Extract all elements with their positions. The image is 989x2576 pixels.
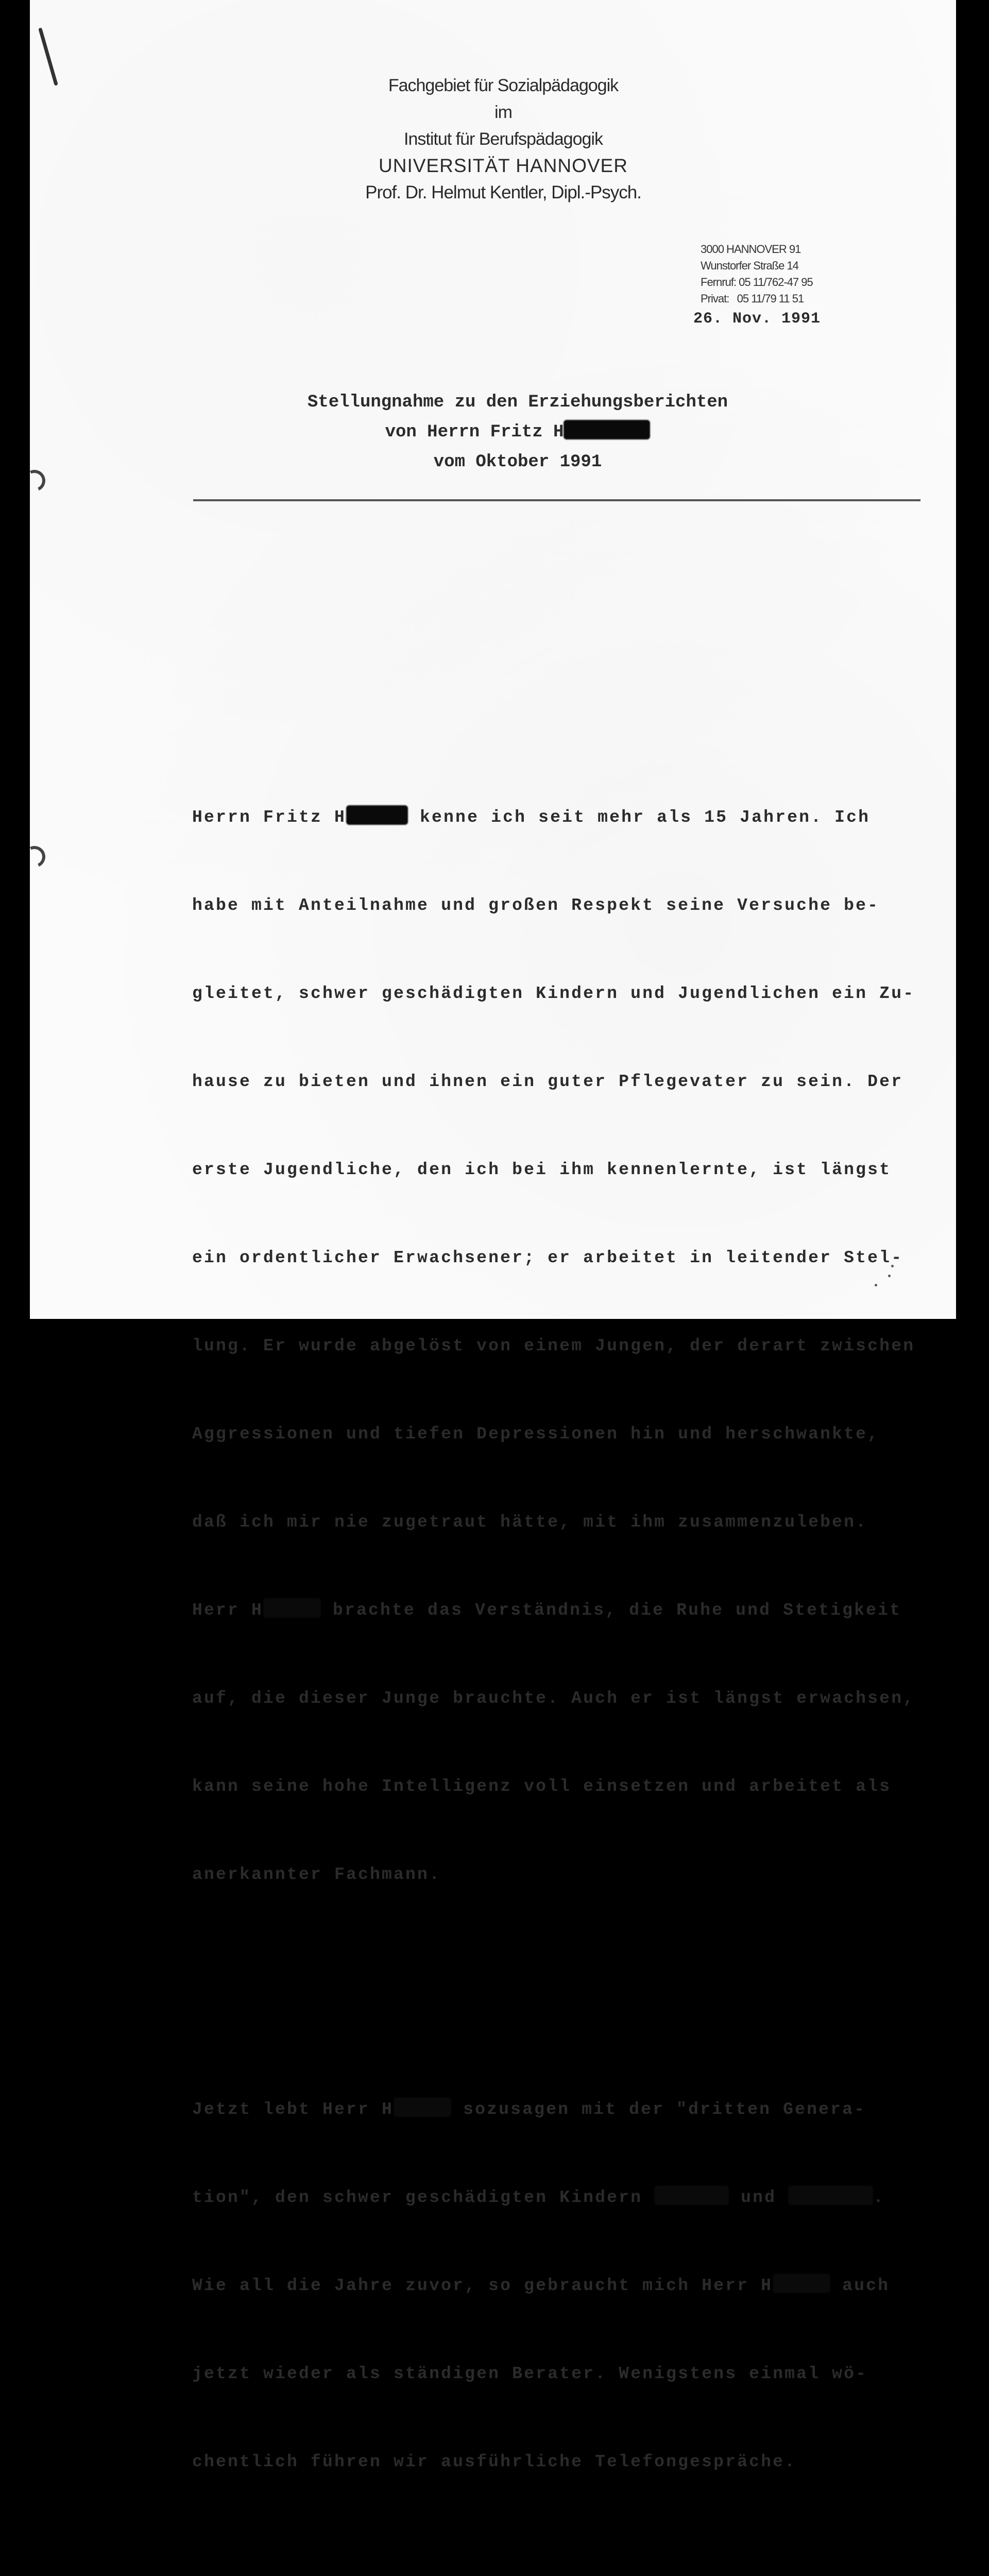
text-line: lung. Er wurde abgelöst von einem Jungen, der derart zwischen (192, 1336, 915, 1355)
letterhead-im: im (494, 103, 512, 122)
document-page (30, 0, 956, 2471)
title-name-prefix: von Herrn Fritz H (385, 422, 564, 442)
institute-name: Institut für Berufspädagogik (404, 129, 603, 149)
address-private-phone: Privat: 05 11/79 11 51 (701, 292, 804, 305)
address-phone: Fernruf: 05 11/762-47 95 (701, 276, 813, 289)
title-line-1: Stellungnahme zu den Erziehungsberichten (307, 393, 728, 412)
text-line: Herrn Fritz H kenne ich seit mehr als 15 Jahren. Ich (192, 803, 915, 832)
text-line: hause zu bieten und ihnen ein guter Pflegevater zu sein. Der (192, 1072, 903, 1091)
text-line: jetzt wieder als ständigen Berater. Wenigstens einmal wö- (192, 2364, 868, 2383)
text-line: Aggressionen und tiefen Depressionen hin und herschwankte, (192, 1425, 880, 1444)
letter-date: 26. Nov. 1991 (693, 310, 821, 328)
text-line: erste Jugendliche, den ich bei ihm kennenlernte, ist längst (192, 1160, 892, 1179)
author-name: Prof. Dr. Helmut Kentler, Dipl.-Psych. (365, 182, 641, 202)
redaction-bar (564, 420, 650, 439)
text-line: daß ich mir nie zugetraut hätte, mit ihm zusammenzuleben. (192, 1513, 868, 1532)
text-line: habe mit Anteilnahme und großen Respekt seine Versuche be- (192, 896, 880, 915)
horizontal-rule (193, 499, 920, 501)
text-line: anerkannter Fachmann. (192, 1865, 441, 1884)
address-city: 3000 HANNOVER 91 (701, 243, 801, 256)
text-line: tion", den schwer geschädigten Kindern und . (192, 2183, 915, 2212)
letter-body (192, 685, 915, 2576)
redaction-bar (788, 2185, 873, 2205)
text-line: Wie all die Jahre zuvor, so gebraucht mich Herr H auch (192, 2271, 915, 2300)
address-street: Wunstorfer Straße 14 (701, 259, 798, 272)
redaction-bar (773, 2274, 830, 2293)
title-line-2 (55, 417, 981, 447)
document-title (30, 387, 956, 477)
text-line: ein ordentlicher Erwachsener; er arbeitet in leitender Stel- (192, 1248, 903, 1267)
redaction-bar (263, 1598, 321, 1618)
redaction-bar (394, 2097, 451, 2117)
paragraph-1 (192, 744, 915, 1948)
text-line: kann seine hohe Intelligenz voll einsetzen und arbeitet als (192, 1777, 892, 1796)
university-name: UNIVERSITÄT HANNOVER (379, 155, 628, 176)
title-line-3: vom Oktober 1991 (433, 452, 602, 472)
text-line: auf, die dieser Junge brauchte. Auch er ist längst erwachsen, (192, 1689, 915, 1708)
text-line: Herr H brachte das Verständnis, die Ruhe und Stetigkeit (192, 1596, 915, 1625)
letterhead (30, 72, 956, 206)
text-line: chentlich führen wir ausführliche Telefongespräche. (192, 2452, 797, 2471)
department-name: Fachgebiet für Sozialpädagogik (388, 76, 619, 95)
text-line: gleitet, schwer geschädigten Kindern und Jugendlichen ein Zu- (192, 984, 915, 1003)
punch-hole-mark (21, 843, 48, 871)
paragraph-2 (192, 2036, 915, 2535)
text-line: Jetzt lebt Herr H sozusagen mit der "dritten Genera- (192, 2095, 915, 2124)
redaction-bar (654, 2185, 729, 2205)
address-block (701, 241, 813, 307)
redaction-bar (346, 805, 408, 825)
